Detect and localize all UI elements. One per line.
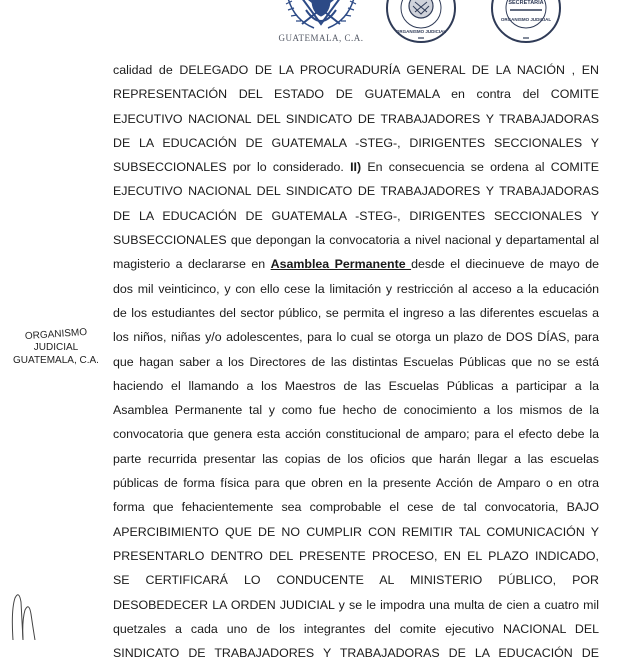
body-line: REPRESENTACIÓN DEL ESTADO DE GUATEMALA en contra del COMITE xyxy=(113,87,599,102)
body-line: convocatoria que genera esta acción constitucional de amparo; para el efecto debe la xyxy=(113,427,599,442)
seal-2-sub: ORGANISMO JUDICIAL xyxy=(500,17,552,22)
body-line: EJECUTIVO NACIONAL DEL SINDICATO DE TRABAJADORES Y TRABAJADORAS xyxy=(113,184,599,199)
body-line: los niños, niñas y/o adolescentes, para lo cual se otorga un plazo de DOS DÍAS, para xyxy=(113,330,599,345)
body-line: DE LA EDUCACIÓN DE GUATEMALA -STEG-, DIRIGENTES SECCIONALES Y xyxy=(113,208,599,223)
seal-2-label: SECRETARIA xyxy=(508,0,544,6)
considered-text: SUBSECCIONALES por lo considerado. xyxy=(113,160,344,175)
body-line: DESOBEDECER LA ORDEN JUDICIAL y se le impodra una multa de cien a cuatro mil xyxy=(113,597,599,612)
body-line xyxy=(113,252,599,276)
body-line: parte recurrida presentar las copias de los oficios que harán llegar a las escuelas xyxy=(113,451,599,466)
body-line: APERCIBIMIENTO QUE DE NO CUMPLIR CON REMITIR TAL COMUNICACIÓN Y xyxy=(113,524,599,539)
order-text: En consecuencia se ordena al COMITE xyxy=(367,160,599,175)
body-line: DE LA EDUCACIÓN DE GUATEMALA -STEG-, DIRIGENTES SECCIONALES Y xyxy=(113,135,599,150)
body-line xyxy=(113,155,599,179)
watermark-line-3: GUATEMALA, C.A. xyxy=(13,355,99,366)
body-line: quetzales a cada uno de los integrantes del comite ejecutivo NACIONAL DEL xyxy=(113,621,599,636)
body-line: de los estudiantes del sector público, se permita el ingreso a las diferentes escuelas a xyxy=(113,305,599,320)
court-seal-icon xyxy=(385,0,457,44)
body-line: Asamblea Permanente tal y como fue hecho de conocimiento a los mismos de la xyxy=(113,403,599,418)
judicial-watermark xyxy=(8,328,104,367)
handwritten-signature-icon xyxy=(5,580,45,640)
body-line: que hagan saber a los Directores de las distintas Escuelas Públicas que no se está xyxy=(113,354,599,369)
body-line: dos mil veinticinco, y con ello cese la limitación y restricción al acceso a la educación xyxy=(113,281,599,296)
body-line: haciendo el llamando a los Maestros de las Escuelas Públicas a participar a la xyxy=(113,378,599,393)
secretary-seal-icon xyxy=(490,0,562,44)
body-line: SE CERTIFICARÁ LO CONDUCENTE AL MINISTERIO PÚBLICO, POR xyxy=(113,573,599,588)
coat-of-arms-caption: GUATEMALA, C.A. xyxy=(278,33,364,43)
desde-text: desde el diecinueve de mayo de xyxy=(411,257,599,272)
watermark-line-2: JUDICIAL xyxy=(33,342,79,353)
body-line: públicas de forma física para que obren en la presente Acción de Amparo o en otra xyxy=(113,476,599,491)
body-line: forma que fehacientemente sea comprobable el cese de tal convocatoria, BAJO xyxy=(113,500,599,515)
body-line: PRESENTARLO DENTRO DEL PRESENTE PROCESO, EN EL PLAZO INDICADO, xyxy=(113,548,599,563)
document-header xyxy=(0,0,640,50)
body-line: SUBSECCIONALES que depongan la convocatoria a nivel nacional y departamental al xyxy=(113,233,599,248)
seal-1-label: ORGANISMO JUDICIAL xyxy=(395,29,447,34)
document-body xyxy=(113,58,599,665)
watermark-line-1: ORGANISMO xyxy=(24,326,88,343)
coat-of-arms-icon xyxy=(276,0,366,36)
section-number: II) xyxy=(350,160,362,175)
body-line: calidad de DELEGADO DE LA PROCURADURÍA GENERAL DE LA NACIÓN , EN xyxy=(113,63,599,77)
magisterio-text: magisterio a declararse en xyxy=(113,257,266,272)
body-line: EJECUTIVO NACIONAL DEL SINDICATO DE TRABAJADORES Y TRABAJADORAS xyxy=(113,111,599,126)
asamblea-permanente-emphasis: Asamblea Permanente xyxy=(270,257,412,272)
body-line: SINDICATO DE TRABAJADORES Y TRABAJADORAS DE LA EDUCACIÓN DE xyxy=(113,646,599,661)
